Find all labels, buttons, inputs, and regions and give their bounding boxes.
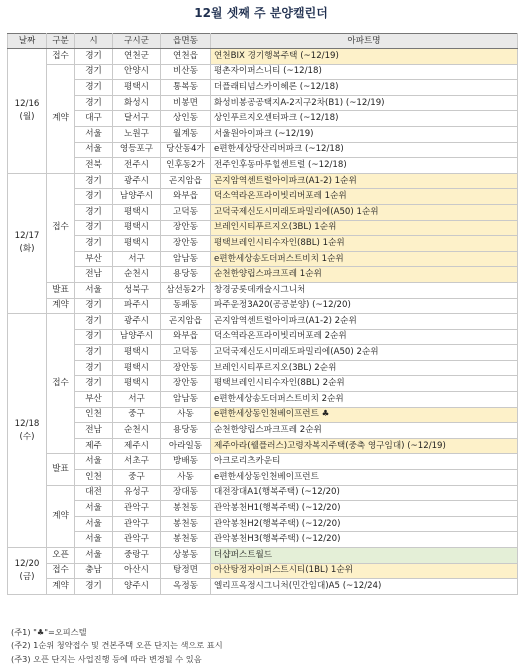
city-cell: 인천	[75, 407, 113, 423]
city-cell: 경기	[75, 189, 113, 205]
district-cell: 남양주시	[113, 329, 161, 345]
city-cell: 경기	[75, 64, 113, 80]
district-cell: 순천시	[113, 267, 161, 283]
table-row	[8, 392, 518, 408]
table-row	[8, 49, 518, 65]
table-row	[8, 142, 518, 158]
city-cell: 경기	[75, 345, 113, 361]
district-cell: 순천시	[113, 423, 161, 439]
district-cell: 서구	[113, 392, 161, 408]
header-type: 구분	[47, 34, 75, 49]
table-row	[8, 485, 518, 501]
header-city: 시	[75, 34, 113, 49]
table-row	[8, 548, 518, 564]
city-cell: 전남	[75, 267, 113, 283]
table-row	[8, 126, 518, 142]
table-row	[8, 516, 518, 532]
table-header-row	[8, 34, 518, 49]
apartment-cell: e편한세상송도더퍼스트비치 2순위	[211, 392, 518, 408]
city-cell: 부산	[75, 392, 113, 408]
city-cell: 경기	[75, 95, 113, 111]
footnote: (주1) "♣"=오피스텔	[11, 627, 87, 637]
table-row	[8, 579, 518, 595]
district-cell: 광주시	[113, 314, 161, 330]
town-cell: 장안동	[161, 236, 211, 252]
district-cell: 전주시	[113, 158, 161, 174]
date-cell: 12/17 (화)	[8, 173, 47, 313]
town-cell: 월계동	[161, 126, 211, 142]
apartment-cell: 평택브레인시티수자인(8BL) 2순위	[211, 376, 518, 392]
apartment-cell: 관악봉천H1(행복주택) (~12/20)	[211, 501, 518, 517]
district-cell: 평택시	[113, 236, 161, 252]
district-cell: 관악구	[113, 532, 161, 548]
city-cell: 대구	[75, 111, 113, 127]
apartment-cell: e편한세상동인천베이프런트 ♣	[211, 407, 518, 423]
town-cell: 용당동	[161, 423, 211, 439]
district-cell: 평택시	[113, 80, 161, 96]
town-cell: 연천읍	[161, 49, 211, 65]
district-cell: 제주시	[113, 438, 161, 454]
footnote: (주3) 오픈 단지는 사업진행 등에 따라 변경될 수 있음	[11, 653, 202, 664]
apartment-cell: 상인푸르지오센터파크 (~12/18)	[211, 111, 518, 127]
district-cell: 중구	[113, 470, 161, 486]
city-cell: 경기	[75, 204, 113, 220]
table-row	[8, 454, 518, 470]
town-cell: 장안동	[161, 360, 211, 376]
city-cell: 경기	[75, 298, 113, 314]
city-cell: 경기	[75, 579, 113, 595]
category-cell: 접수	[47, 49, 75, 65]
town-cell: 용당동	[161, 267, 211, 283]
town-cell: 와부읍	[161, 329, 211, 345]
town-cell: 고덕동	[161, 345, 211, 361]
town-cell: 동패동	[161, 298, 211, 314]
town-cell: 봉천동	[161, 532, 211, 548]
header-apartment: 아파트명	[211, 34, 518, 49]
town-cell: 봉천동	[161, 501, 211, 517]
town-cell: 장대동	[161, 485, 211, 501]
category-cell: 계약	[47, 485, 75, 547]
city-cell: 경기	[75, 329, 113, 345]
date-cell: 12/20 (금)	[8, 548, 47, 595]
apartment-cell: 곤지암역센트럴아이파크(A1-2) 1순위	[211, 173, 518, 189]
apartment-cell: e편한세상당산리버파크 (~12/18)	[211, 142, 518, 158]
table-row	[8, 158, 518, 174]
category-cell: 발표	[47, 282, 75, 298]
table-row	[8, 64, 518, 80]
apartment-cell: 전주인후동마루힐센트럴 (~12/18)	[211, 158, 518, 174]
table-row	[8, 438, 518, 454]
table-body	[8, 49, 518, 595]
city-cell: 충남	[75, 563, 113, 579]
city-cell: 서울	[75, 501, 113, 517]
table-row	[8, 376, 518, 392]
apartment-cell: 제주아라(웰플러스)고령자복지주택(중축 영구임대) (~12/19)	[211, 438, 518, 454]
header-date: 날짜	[8, 34, 47, 49]
table-row	[8, 80, 518, 96]
city-cell: 경기	[75, 236, 113, 252]
category-cell: 계약	[47, 298, 75, 314]
town-cell: 사동	[161, 407, 211, 423]
town-cell: 고덕동	[161, 204, 211, 220]
apartment-cell: 브레인시티푸르지오(3BL) 2순위	[211, 360, 518, 376]
district-cell: 화성시	[113, 95, 161, 111]
table-row	[8, 314, 518, 330]
district-cell: 중랑구	[113, 548, 161, 564]
town-cell: 상봉동	[161, 548, 211, 564]
table-row	[8, 470, 518, 486]
apartment-cell: 아산탕정자이퍼스트시티(1BL) 1순위	[211, 563, 518, 579]
apartment-cell: 덕소역라온프라이빗리버포레 1순위	[211, 189, 518, 205]
city-cell: 서울	[75, 282, 113, 298]
district-cell: 평택시	[113, 360, 161, 376]
category-cell: 접수	[47, 173, 75, 282]
apartment-cell: 고덕국제신도시미래도파밀리에(A50) 2순위	[211, 345, 518, 361]
town-cell: 곤지암읍	[161, 173, 211, 189]
town-cell: 아라일동	[161, 438, 211, 454]
district-cell: 파주시	[113, 298, 161, 314]
district-cell: 평택시	[113, 204, 161, 220]
apartment-cell: 곤지암역센트럴아이파크(A1-2) 2순위	[211, 314, 518, 330]
table-row	[8, 220, 518, 236]
city-cell: 경기	[75, 360, 113, 376]
city-cell: 전남	[75, 423, 113, 439]
district-cell: 달서구	[113, 111, 161, 127]
apartment-cell: 대전장대A1(행복주택) (~12/20)	[211, 485, 518, 501]
category-cell: 발표	[47, 454, 75, 485]
table-row	[8, 236, 518, 252]
district-cell: 중구	[113, 407, 161, 423]
table-row	[8, 563, 518, 579]
district-cell: 양주시	[113, 579, 161, 595]
apartment-cell: 아크로리츠카운티	[211, 454, 518, 470]
apartment-cell: 고덕국제신도시미래도파밀리에(A50) 1순위	[211, 204, 518, 220]
city-cell: 서울	[75, 126, 113, 142]
table-row	[8, 360, 518, 376]
town-cell: 장안동	[161, 376, 211, 392]
category-cell: 계약	[47, 64, 75, 173]
town-cell: 당산동4가	[161, 142, 211, 158]
city-cell: 경기	[75, 220, 113, 236]
district-cell: 남양주시	[113, 189, 161, 205]
city-cell: 인천	[75, 470, 113, 486]
subscription-calendar-table	[7, 33, 518, 595]
district-cell: 관악구	[113, 516, 161, 532]
district-cell: 평택시	[113, 345, 161, 361]
table-row	[8, 282, 518, 298]
apartment-cell: e편한세상동인천베이프런트	[211, 470, 518, 486]
town-cell: 비산동	[161, 64, 211, 80]
table-row	[8, 204, 518, 220]
town-cell: 와부읍	[161, 189, 211, 205]
district-cell: 유성구	[113, 485, 161, 501]
city-cell: 서울	[75, 454, 113, 470]
category-cell: 접수	[47, 314, 75, 454]
district-cell: 영등포구	[113, 142, 161, 158]
table-row	[8, 111, 518, 127]
city-cell: 제주	[75, 438, 113, 454]
table-row	[8, 251, 518, 267]
apartment-cell: 더플래티넘스카이헤론 (~12/18)	[211, 80, 518, 96]
apartment-cell: 화성비봉공공택지A-2지구2차(B1) (~12/19)	[211, 95, 518, 111]
town-cell: 사동	[161, 470, 211, 486]
city-cell: 서울	[75, 142, 113, 158]
table-row	[8, 298, 518, 314]
town-cell: 탕정면	[161, 563, 211, 579]
apartment-cell: 평촌자이퍼스니티 (~12/18)	[211, 64, 518, 80]
town-cell: 상인동	[161, 111, 211, 127]
footnotes	[11, 626, 223, 666]
category-cell: 오픈	[47, 548, 75, 564]
city-cell: 서울	[75, 548, 113, 564]
district-cell: 노원구	[113, 126, 161, 142]
table-row	[8, 423, 518, 439]
apartment-cell: 브레인시티푸르지오(3BL) 1순위	[211, 220, 518, 236]
town-cell: 암남동	[161, 251, 211, 267]
city-cell: 경기	[75, 314, 113, 330]
city-cell: 전북	[75, 158, 113, 174]
apartment-cell: 엘리프옥정시그니처(민간임대)A5 (~12/24)	[211, 579, 518, 595]
district-cell: 광주시	[113, 173, 161, 189]
town-cell: 장안동	[161, 220, 211, 236]
town-cell: 곤지암읍	[161, 314, 211, 330]
city-cell: 서울	[75, 532, 113, 548]
table-row	[8, 532, 518, 548]
town-cell: 방배동	[161, 454, 211, 470]
apartment-cell: 순천한양립스파크프레 2순위	[211, 423, 518, 439]
table-row	[8, 95, 518, 111]
apartment-cell: e편한세상송도더퍼스트비치 1순위	[211, 251, 518, 267]
town-cell: 통복동	[161, 80, 211, 96]
district-cell: 서구	[113, 251, 161, 267]
town-cell: 암남동	[161, 392, 211, 408]
district-cell: 평택시	[113, 376, 161, 392]
header-town: 읍면동	[161, 34, 211, 49]
city-cell: 경기	[75, 376, 113, 392]
header-district: 구시군	[113, 34, 161, 49]
table-row	[8, 345, 518, 361]
category-cell: 계약	[47, 579, 75, 595]
apartment-cell: 평택브레인시티수자인(8BL) 1순위	[211, 236, 518, 252]
apartment-cell: 연천BIX 경기행복주택 (~12/19)	[211, 49, 518, 65]
page-title: 12월 셋째 주 분양캘린더	[194, 6, 328, 20]
district-cell: 연천군	[113, 49, 161, 65]
city-cell: 부산	[75, 251, 113, 267]
table-row	[8, 267, 518, 283]
city-cell: 서울	[75, 516, 113, 532]
apartment-cell: 더샵퍼스트월드	[211, 548, 518, 564]
apartment-cell: 관악봉천H3(행복주택) (~12/20)	[211, 532, 518, 548]
district-cell: 관악구	[113, 501, 161, 517]
city-cell: 경기	[75, 49, 113, 65]
date-cell: 12/16 (월)	[8, 49, 47, 174]
town-cell: 옥정동	[161, 579, 211, 595]
date-cell: 12/18 (수)	[8, 314, 47, 548]
apartment-cell: 관악봉천H2(행복주택) (~12/20)	[211, 516, 518, 532]
district-cell: 평택시	[113, 220, 161, 236]
district-cell: 서초구	[113, 454, 161, 470]
apartment-cell: 덕소역라온프라이빗리버포레 2순위	[211, 329, 518, 345]
table-row	[8, 189, 518, 205]
town-cell: 비봉면	[161, 95, 211, 111]
table-row	[8, 329, 518, 345]
table-row	[8, 407, 518, 423]
town-cell: 인후동2가	[161, 158, 211, 174]
city-cell: 경기	[75, 173, 113, 189]
apartment-cell: 창경궁롯데캐슬시그니처	[211, 282, 518, 298]
category-cell: 접수	[47, 563, 75, 579]
apartment-cell: 순천한양립스파크프레 1순위	[211, 267, 518, 283]
table-row	[8, 173, 518, 189]
footnote: (주2) 1순위 청약접수 및 견본주택 오픈 단지는 색으로 표시	[11, 640, 223, 651]
apartment-cell: 파주운정3A20(공공분양) (~12/20)	[211, 298, 518, 314]
city-cell: 대전	[75, 485, 113, 501]
city-cell: 경기	[75, 80, 113, 96]
table-row	[8, 501, 518, 517]
district-cell: 성북구	[113, 282, 161, 298]
apartment-cell: 서울원아이파크 (~12/19)	[211, 126, 518, 142]
town-cell: 봉천동	[161, 516, 211, 532]
district-cell: 안양시	[113, 64, 161, 80]
town-cell: 삼선동2가	[161, 282, 211, 298]
district-cell: 아산시	[113, 563, 161, 579]
